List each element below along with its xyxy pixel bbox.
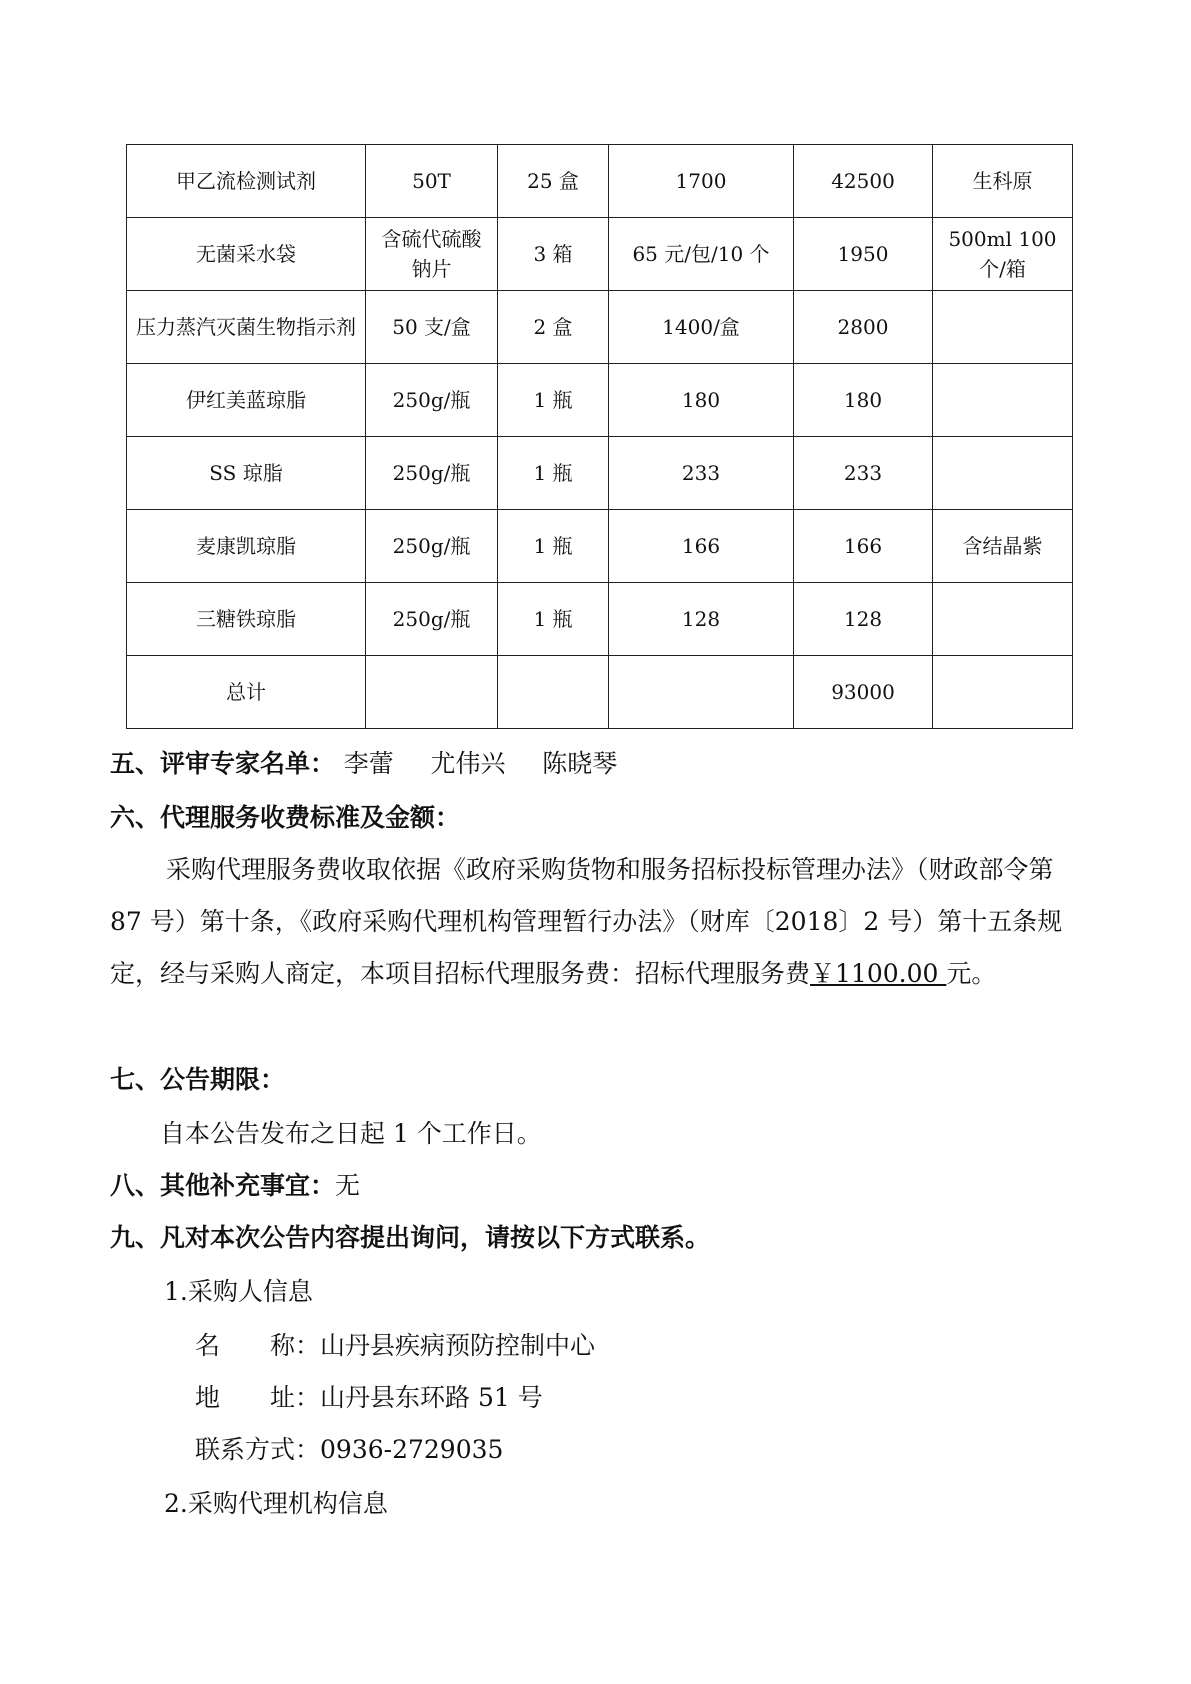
table-cell: 含结晶紫 [933, 510, 1073, 583]
fee-paragraph [110, 844, 1090, 1000]
table-cell [933, 583, 1073, 656]
table-cell: 128 [794, 583, 933, 656]
table-cell: 250g/瓶 [366, 510, 498, 583]
table-cell: 总计 [127, 656, 366, 729]
other-value: 无 [335, 1171, 361, 1200]
expert-name: 陈晓琴 [542, 749, 618, 778]
experts-section [110, 746, 645, 782]
fee-heading: 六、代理服务收费标准及金额： [110, 803, 461, 832]
contact-heading: 九、凡对本次公告内容提出询问，请按以下方式联系。 [110, 1223, 711, 1252]
other-section [110, 1168, 360, 1204]
table-row [127, 291, 1073, 364]
purchaser-name-label: 名 称： [195, 1331, 321, 1360]
table-cell: 2800 [794, 291, 933, 364]
table-cell: 180 [609, 364, 794, 437]
table-cell: 166 [609, 510, 794, 583]
table-cell: 甲乙流检测试剂 [127, 145, 366, 218]
purchaser-phone-value: 0936-2729035 [320, 1435, 504, 1464]
procurement-items-table [126, 144, 1073, 729]
table-cell: 1 瓶 [498, 510, 609, 583]
table-cell: 233 [794, 437, 933, 510]
purchaser-address-value: 山丹县东环路 51 号 [320, 1383, 543, 1412]
table-cell: 250g/瓶 [366, 364, 498, 437]
procurement-items-table-wrap [126, 144, 1072, 729]
table-cell [933, 364, 1073, 437]
table-cell: 250g/瓶 [366, 583, 498, 656]
purchaser-name-value: 山丹县疾病预防控制中心 [320, 1331, 596, 1360]
purchaser-name-row [195, 1328, 595, 1364]
table-cell: 233 [609, 437, 794, 510]
table-cell: 50 支/盒 [366, 291, 498, 364]
table-cell: 3 箱 [498, 218, 609, 291]
table-cell [933, 656, 1073, 729]
table-cell: SS 琼脂 [127, 437, 366, 510]
other-heading: 八、其他补充事宜： [110, 1171, 336, 1200]
table-row [127, 145, 1073, 218]
table-cell: 三糖铁琼脂 [127, 583, 366, 656]
table-cell: 压力蒸汽灭菌生物指示剂 [127, 291, 366, 364]
table-row [127, 218, 1073, 291]
table-row [127, 510, 1073, 583]
experts-heading: 五、评审专家名单： [110, 749, 336, 778]
table-cell: 1 瓶 [498, 583, 609, 656]
table-cell: 180 [794, 364, 933, 437]
expert-names [344, 749, 645, 778]
table-cell: 93000 [794, 656, 933, 729]
expert-name: 李蕾 [343, 749, 394, 778]
table-cell: 1950 [794, 218, 933, 291]
fee-text: 采购代理服务费收取依据《政府采购货物和服务招标投标管理办法》（财政部令第 87 号）第十条，《政府采购代理机构管理暂行办法》（财库〔2018〕2 号）第十五条规定，经与采购人商定，本项目招标代理服务费：招标代理服务费 [110, 855, 1063, 988]
purchaser-address-label: 地 址： [195, 1383, 321, 1412]
table-cell: 250g/瓶 [366, 437, 498, 510]
period-heading: 七、公告期限： [110, 1065, 286, 1094]
table-cell: 2 盒 [498, 291, 609, 364]
table-cell: 麦康凯琼脂 [127, 510, 366, 583]
table-cell: 50T [366, 145, 498, 218]
table-body [127, 145, 1073, 729]
table-cell: 1 瓶 [498, 437, 609, 510]
table-cell: 65 元/包/10 个 [609, 218, 794, 291]
table-cell: 生科原 [933, 145, 1073, 218]
table-cell: 伊红美蓝琼脂 [127, 364, 366, 437]
table-cell: 128 [609, 583, 794, 656]
purchaser-phone-label: 联系方式： [195, 1435, 321, 1464]
table-cell: 1400/盒 [609, 291, 794, 364]
purchaser-phone-row [195, 1432, 503, 1468]
table-row [127, 656, 1073, 729]
table-cell: 无菌采水袋 [127, 218, 366, 291]
table-cell: 500ml 100 个/箱 [933, 218, 1073, 291]
table-row [127, 437, 1073, 510]
period-text: 自本公告发布之日起 1 个工作日。 [160, 1119, 542, 1148]
table-cell [366, 656, 498, 729]
table-cell: 1700 [609, 145, 794, 218]
table-cell [933, 291, 1073, 364]
agency-title: 2.采购代理机构信息 [164, 1489, 388, 1518]
expert-name: 尤伟兴 [430, 749, 506, 778]
table-row [127, 583, 1073, 656]
purchaser-address-row [195, 1380, 543, 1416]
table-row [127, 364, 1073, 437]
table-cell: 1 瓶 [498, 364, 609, 437]
table-cell [609, 656, 794, 729]
table-cell: 42500 [794, 145, 933, 218]
table-cell [933, 437, 1073, 510]
fee-unit: 元。 [946, 959, 997, 988]
table-cell: 25 盒 [498, 145, 609, 218]
table-cell [498, 656, 609, 729]
table-cell: 含硫代硫酸钠片 [366, 218, 498, 291]
fee-amount: ￥1100.00 [810, 959, 947, 988]
table-cell: 166 [794, 510, 933, 583]
purchaser-title: 1.采购人信息 [164, 1277, 313, 1306]
